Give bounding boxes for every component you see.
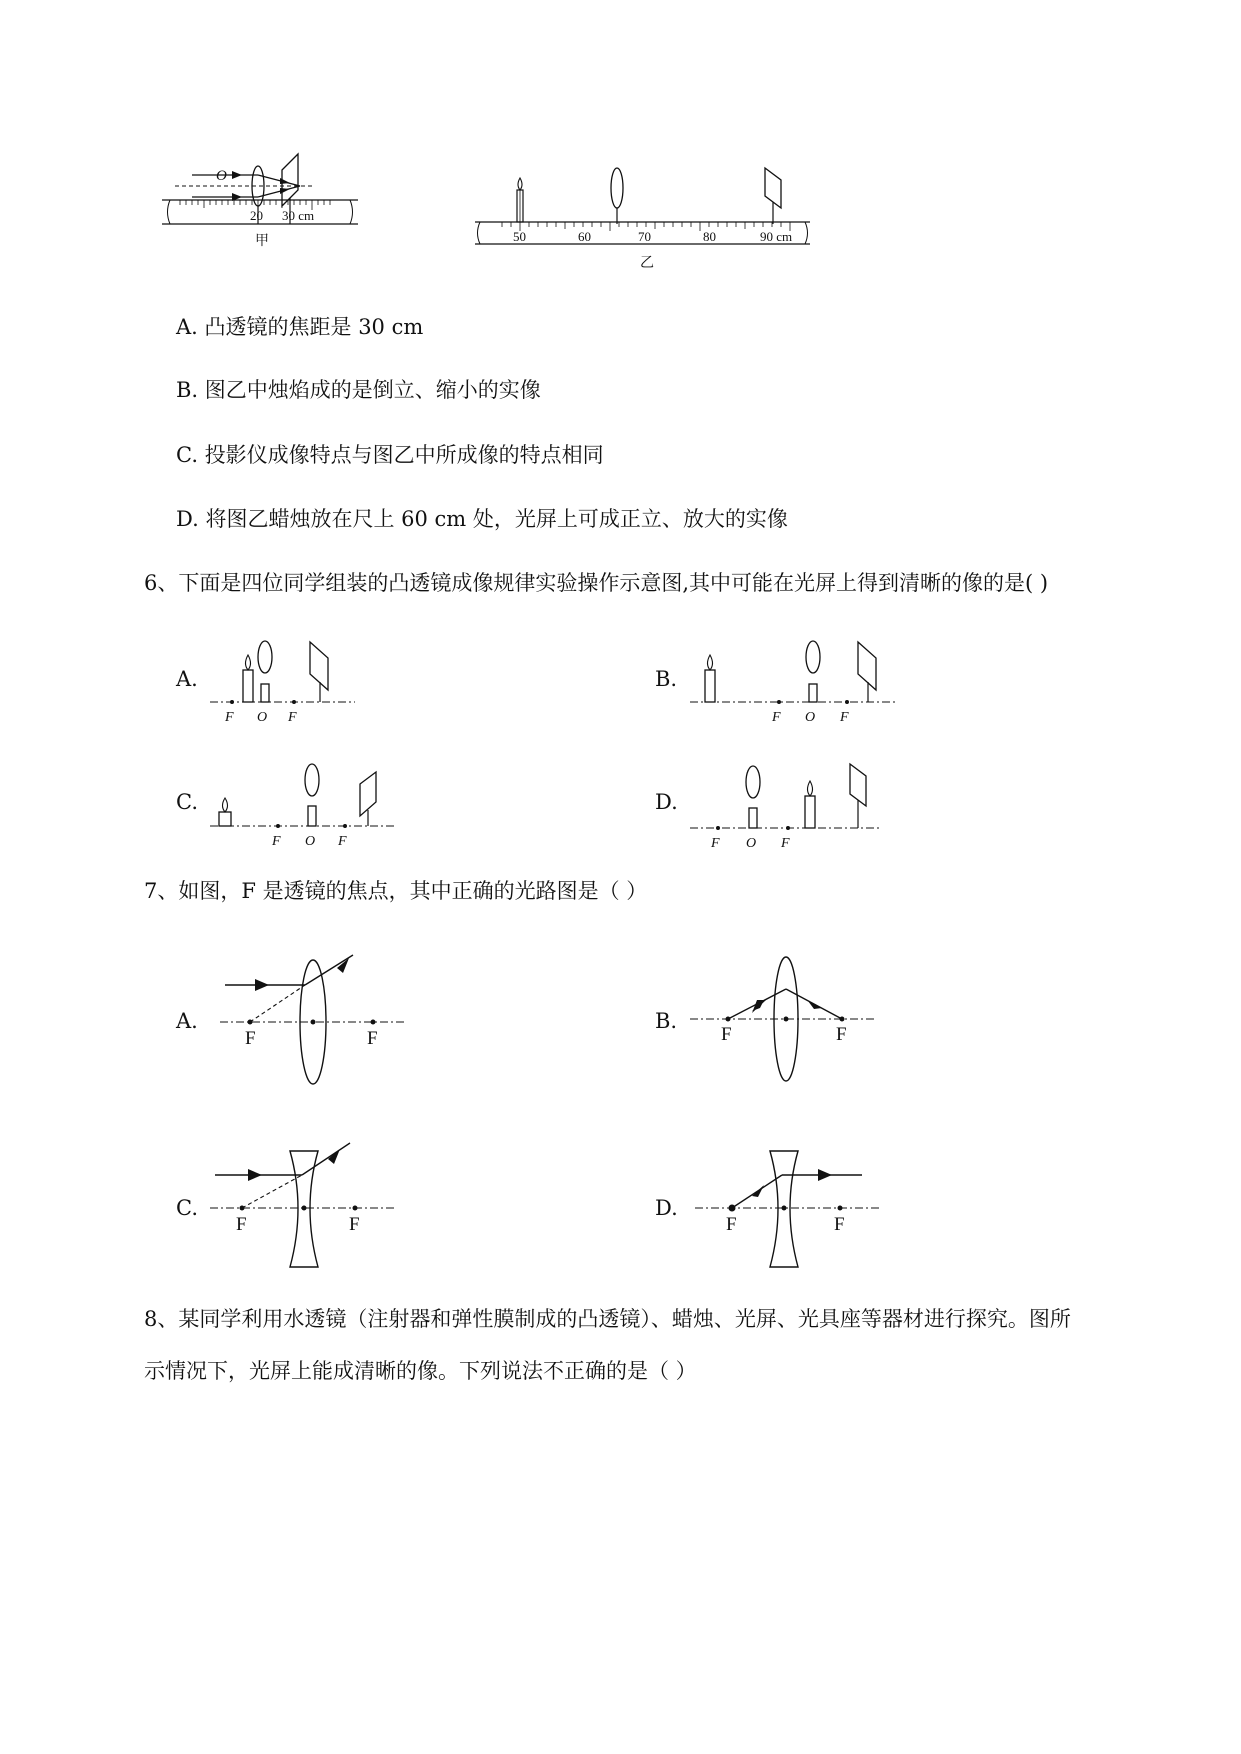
q6-diagram-d	[690, 758, 890, 853]
q6-option-a-letter: A.	[176, 667, 198, 691]
q7d-label-f1: F	[726, 1214, 737, 1235]
ruler-b-tick-70: 70	[638, 229, 651, 244]
q6d-label-f2: F	[781, 836, 790, 851]
ruler-b-tick-50: 50	[513, 229, 526, 244]
q7-option-a-letter: A.	[176, 1009, 198, 1033]
ruler-a-tick-30: 30 cm	[282, 208, 315, 223]
q8-stem-line1: 8、某同学利用水透镜（注射器和弹性膜制成的凸透镜）、蜡烛、光屏、光具座等器材进行探究。图所	[144, 1307, 1071, 1331]
q7d-label-f2: F	[834, 1214, 845, 1235]
q6d-label-f1: F	[711, 836, 720, 851]
caption-yi: 乙	[640, 256, 654, 271]
q7-option-d-letter: D.	[655, 1196, 678, 1220]
q7c-label-f1: F	[236, 1214, 247, 1235]
q7-option-c-letter: C.	[176, 1196, 198, 1220]
point-o-label: O	[216, 168, 227, 184]
q6a-label-f1: F	[225, 710, 234, 725]
q8-stem-line2: 示情况下，光屏上能成清晰的像。下列说法不正确的是（ ）	[144, 1359, 697, 1383]
q7c-label-f2: F	[349, 1214, 360, 1235]
q6-diagram-a	[210, 632, 370, 727]
q6a-label-o: O	[257, 710, 268, 725]
q7a-label-f2: F	[367, 1028, 378, 1049]
q5-option-a: A. 凸透镜的焦距是 30 cm	[176, 315, 424, 339]
q6b-label-o: O	[805, 710, 816, 725]
q6b-label-f1: F	[772, 710, 781, 725]
q5-option-d: D. 将图乙蜡烛放在尺上 60 cm 处，光屏上可成正立、放大的实像	[176, 507, 788, 531]
caption-jia: 甲	[255, 234, 269, 249]
q6-diagram-c	[210, 758, 410, 853]
q7-diagram-c	[210, 1135, 410, 1285]
q6-option-d-letter: D.	[655, 790, 678, 814]
q6-option-c-letter: C.	[176, 790, 198, 814]
q7-stem: 7、如图，F 是透镜的焦点，其中正确的光路图是（ ）	[144, 879, 648, 903]
q6-diagram-b	[690, 632, 910, 727]
q7-diagram-a	[215, 945, 415, 1095]
q5-option-b: B. 图乙中烛焰成的是倒立、缩小的实像	[176, 378, 541, 402]
q7-option-b-letter: B.	[655, 1009, 678, 1033]
q6-option-b-letter: B.	[655, 667, 678, 691]
q6c-label-f1: F	[272, 834, 281, 849]
q7b-label-f1: F	[721, 1024, 732, 1045]
q5-option-c: C. 投影仪成像特点与图乙中所成像的特点相同	[176, 443, 604, 467]
q6c-label-f2: F	[338, 834, 347, 849]
q7-diagram-b	[690, 945, 890, 1095]
q7a-label-f1: F	[245, 1028, 256, 1049]
q7-diagram-d	[690, 1135, 890, 1285]
ruler-b-tick-60: 60	[578, 229, 591, 244]
q6d-label-o: O	[746, 836, 757, 851]
q6-stem: 6、下面是四位同学组装的凸透镜成像规律实验操作示意图,其中可能在光屏上得到清晰的像的是( )	[144, 571, 1049, 595]
figure-yi	[475, 160, 815, 275]
q6c-label-o: O	[305, 834, 316, 849]
ruler-b-tick-90: 90 cm	[760, 229, 793, 244]
ruler-b-tick-80: 80	[703, 229, 716, 244]
q6a-label-f2: F	[288, 710, 297, 725]
q6b-label-f2: F	[840, 710, 849, 725]
q7b-label-f2: F	[836, 1024, 847, 1045]
ruler-a-tick-20: 20	[250, 208, 263, 223]
figure-jia	[170, 150, 410, 275]
